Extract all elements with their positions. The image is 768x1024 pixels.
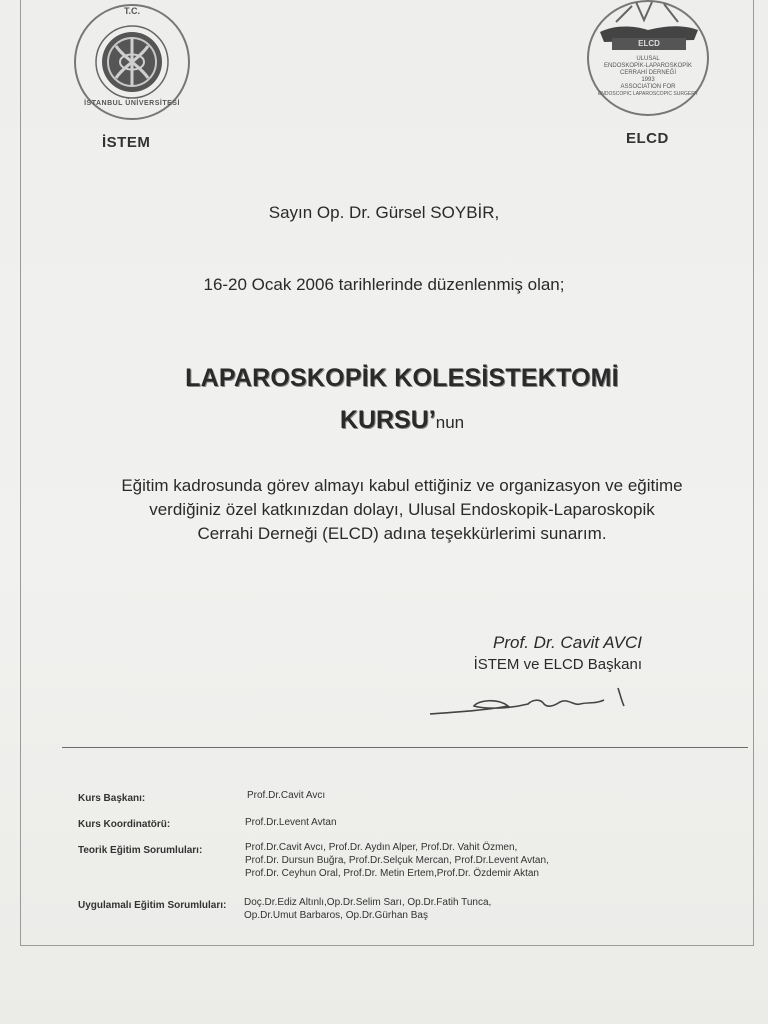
credit-line: Prof.Dr.Cavit Avcı, Prof.Dr. Aydın Alper, Prof.Dr. Vahit Özmen, xyxy=(245,842,518,853)
elcd-seal-band: ELCD xyxy=(638,39,660,48)
theory-label: Teorik Eğitim Sorumluları: xyxy=(78,845,203,856)
elcd-seal-line: 1993 xyxy=(641,77,655,83)
practice-value xyxy=(244,896,491,922)
signatory-name: Prof. Dr. Cavit AVCI xyxy=(493,633,642,652)
paragraph-line: Eğitim kadrosunda görev almayı kabul ettiğiniz ve organizasyon ve eğitime xyxy=(121,476,683,495)
course-dates: 16-20 Ocak 2006 tarihlerinde düzenlenmiş olan; xyxy=(203,275,565,294)
credit-line: Prof.Dr. Ceyhun Oral, Prof.Dr. Metin Ertem,Prof.Dr. Özdemir Aktan xyxy=(245,868,539,879)
elcd-seal-line: ASSOCIATION FOR xyxy=(620,84,676,90)
credit-line: Doç.Dr.Ediz Altınlı,Op.Dr.Selim Sarı, Op.Dr.Fatih Tunca, xyxy=(244,897,492,908)
paragraph-line: verdiğiniz özel katkınızdan dolayı, Ulusal Endoskopik-Laparoskopik xyxy=(149,500,655,519)
paragraph-line: Cerrahi Derneği (ELCD) adına teşekkürlerimi sunarım. xyxy=(197,524,607,543)
coordinator-value: Prof.Dr.Levent Avtan xyxy=(245,817,337,828)
section-divider xyxy=(62,747,748,748)
practice-label: Uygulamalı Eğitim Sorumluları: xyxy=(78,900,227,911)
handwritten-signature xyxy=(428,684,638,724)
coordinator-label: Kurs Koordinatörü: xyxy=(78,819,171,830)
elcd-seal-line: ULUSAL xyxy=(636,56,660,62)
course-head-value: Prof.Dr.Cavit Avcı xyxy=(247,790,326,801)
elcd-seal-line: ENDOSKOPİK-LAPAROSKOPİK xyxy=(604,63,692,69)
istem-label: İSTEM xyxy=(102,134,151,151)
elcd-label: ELCD xyxy=(626,130,669,147)
theory-value xyxy=(245,841,549,880)
elcd-seal xyxy=(586,0,710,118)
elcd-seal-line: ENDOSCOPIC LAPAROSCOPIC SURGERY xyxy=(597,91,699,97)
credit-line: Op.Dr.Umut Barbaros, Op.Dr.Gürhan Baş xyxy=(244,910,428,921)
istanbul-university-seal xyxy=(72,2,192,122)
elcd-seal-text xyxy=(596,56,700,98)
course-title-line2: KURSU’ xyxy=(339,406,436,434)
course-subtitle xyxy=(18,406,768,435)
thanks-paragraph xyxy=(18,474,768,546)
course-head-label: Kurs Başkanı: xyxy=(78,793,146,804)
seal-top-text: T.C. xyxy=(123,6,140,16)
credit-line: Prof.Dr. Dursun Buğra, Prof.Dr.Selçuk Mercan, Prof.Dr.Levent Avtan, xyxy=(245,855,549,866)
course-title-suffix: nun xyxy=(435,413,465,432)
seal-ring-text: İSTANBUL ÜNİVERSİTESİ xyxy=(84,100,180,107)
elcd-seal-line: CERRAHİ DERNEĞİ xyxy=(619,70,676,76)
salutation: Sayın Op. Dr. Gürsel SOYBİR, xyxy=(268,203,500,222)
course-title: LAPAROSKOPİK KOLESİSTEKTOMİ xyxy=(185,364,619,392)
signatory-role: İSTEM ve ELCD Başkanı xyxy=(473,656,642,673)
